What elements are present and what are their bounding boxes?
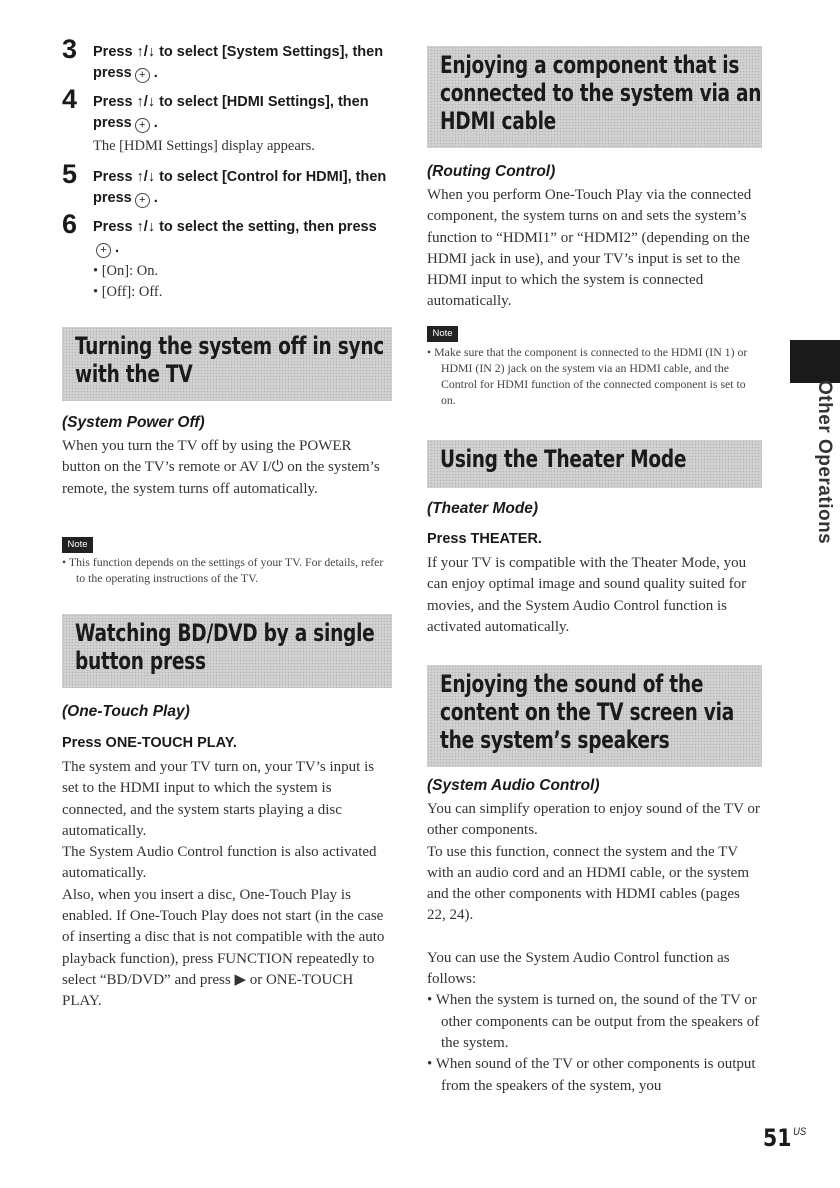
paragraph: The System Audio Control function is also activated automatically. (62, 844, 377, 882)
subtitle-theater-mode: (Theater Mode) (427, 500, 539, 517)
page-region-suffix: US (793, 1126, 807, 1138)
section-tab-marker (790, 340, 840, 383)
subtitle-routing-control: (Routing Control) (427, 163, 556, 180)
step-number: 5 (62, 159, 78, 189)
enter-button-icon: + (135, 193, 150, 208)
press-instruction: Press THEATER. (427, 531, 542, 547)
paragraph: The system and your TV turn on, your TV’s input is set to the HDMI input to which the system is connected, and the system starts playing a disc automatically. (62, 759, 375, 839)
section-banner-power-off (62, 327, 392, 401)
step-number: 4 (62, 84, 78, 114)
step-number: 3 (62, 34, 78, 64)
paragraph: You can use the System Audio Control function as follows: (427, 949, 730, 988)
section-banner-one-touch-play (62, 614, 392, 688)
step-5: 5 Press ↑/↓ to select [Control for HDMI], then press + . (62, 159, 387, 206)
body-power-off: When you turn the TV off by using the POWER button on the TV’s remote or AV I/⏻ on the system’s remote, the system turns off automatically. (62, 438, 380, 497)
section-banner-system-audio (427, 665, 762, 767)
enter-button-icon: + (135, 118, 150, 133)
body-system-audio-control (427, 799, 762, 1097)
press-instruction: Press ONE-TOUCH PLAY. (62, 735, 237, 751)
option-on: • [On]: On. (93, 261, 392, 282)
step-number: 6 (62, 209, 78, 239)
step-instruction: Press ↑/↓ to select [Control for HDMI], then press (93, 169, 387, 206)
step-4: 4 Press ↑/↓ to select [HDMI Settings], then press + . The [HDMI Settings] display appears. (62, 92, 392, 157)
paragraph: You can simplify operation to enjoy sound of the TV or other components. (427, 801, 760, 839)
note-text: • Make sure that the component is connected to the HDMI (IN 1) or HDMI (IN 2) jack on the system via an HDMI cable, and the Control for HDMI function of the connected component is set to on. (427, 344, 762, 408)
banner-line: with the TV (75, 360, 193, 388)
note-text: • This function depends on the settings of your TV. For details, refer to the operating instructions of the TV. (62, 554, 392, 586)
banner-line: HDMI cable (440, 107, 557, 135)
body-one-touch-play (62, 757, 392, 1013)
page-number-value: 51 (763, 1124, 792, 1152)
subtitle-system-audio-control: (System Audio Control) (427, 777, 600, 794)
subtitle-system-power-off: (System Power Off) (62, 414, 205, 431)
note-icon: Note (427, 326, 458, 342)
banner-line: connected to the system via an (440, 79, 762, 107)
bullet-item: • When the system is turned on, the sound of the TV or other components can be output from the speakers of the system. (427, 990, 762, 1054)
banner-line: Watching BD/DVD by a single (75, 619, 375, 647)
banner-line: Enjoying the sound of the (440, 670, 704, 698)
enter-button-icon: + (96, 243, 111, 258)
step-3: 3 Press ↑/↓ to select [System Settings], then press + . (62, 34, 384, 81)
step-6: 6 Press ↑/↓ to select the setting, then press+ . • [On]: On. • [Off]: Off. (62, 217, 392, 303)
page-number (763, 1124, 806, 1152)
step-instruction: Press ↑/↓ to select [HDMI Settings], then press (93, 94, 369, 131)
banner-line: the system’s speakers (440, 726, 670, 754)
step-instruction: Press ↑/↓ to select [System Settings], then press (93, 44, 384, 81)
note-icon: Note (62, 537, 93, 553)
enter-button-icon: + (135, 68, 150, 83)
banner-line: Turning the system off in sync (75, 332, 385, 360)
option-off: • [Off]: Off. (93, 282, 392, 303)
body-theater-mode: If your TV is compatible with the Theater Mode, you can enjoy optimal image and sound quality suited for movies, and the System Audio Control function is activated automatically. (427, 555, 747, 635)
body-routing-control: When you perform One-Touch Play via the connected component, the system turns on and sets the system’s function to “HDMI1” or “HDMI2” (depending on the HDMI jack in use), and your TV’s input is set to the HDMI input to which the system is connected automatically. (427, 187, 752, 310)
section-side-label: Other Operations (814, 380, 835, 545)
subtitle-one-touch-play: (One-Touch Play) (62, 703, 190, 720)
banner-line: button press (75, 647, 206, 675)
section-banner-theater (427, 440, 762, 488)
paragraph: To use this function, connect the system and the TV with an audio cord and an HDMI cable, or the system and the other components with HDMI cables (pages 22, 24). (427, 843, 749, 924)
banner-line: content on the TV screen via (440, 698, 734, 726)
step-instruction: Press ↑/↓ to select the setting, then press (93, 219, 377, 235)
setting-options (93, 261, 392, 303)
section-banner-routing (427, 46, 762, 148)
banner-line: Using the Theater Mode (440, 445, 687, 473)
bullet-item: • When sound of the TV or other components is output from the speakers of the system, you (427, 1054, 762, 1097)
paragraph: Also, when you insert a disc, One-Touch Play is enabled. If One-Touch Play does not start (in the case of inserting a disc that is not compatible with the auto playback function), press FUNCTION repeatedly to select “BD/DVD” and press ▶ or ONE-TOUCH PLAY. (62, 886, 385, 1010)
banner-line: Enjoying a component that is (440, 51, 740, 79)
step-description: The [HDMI Settings] display appears. (93, 138, 315, 154)
